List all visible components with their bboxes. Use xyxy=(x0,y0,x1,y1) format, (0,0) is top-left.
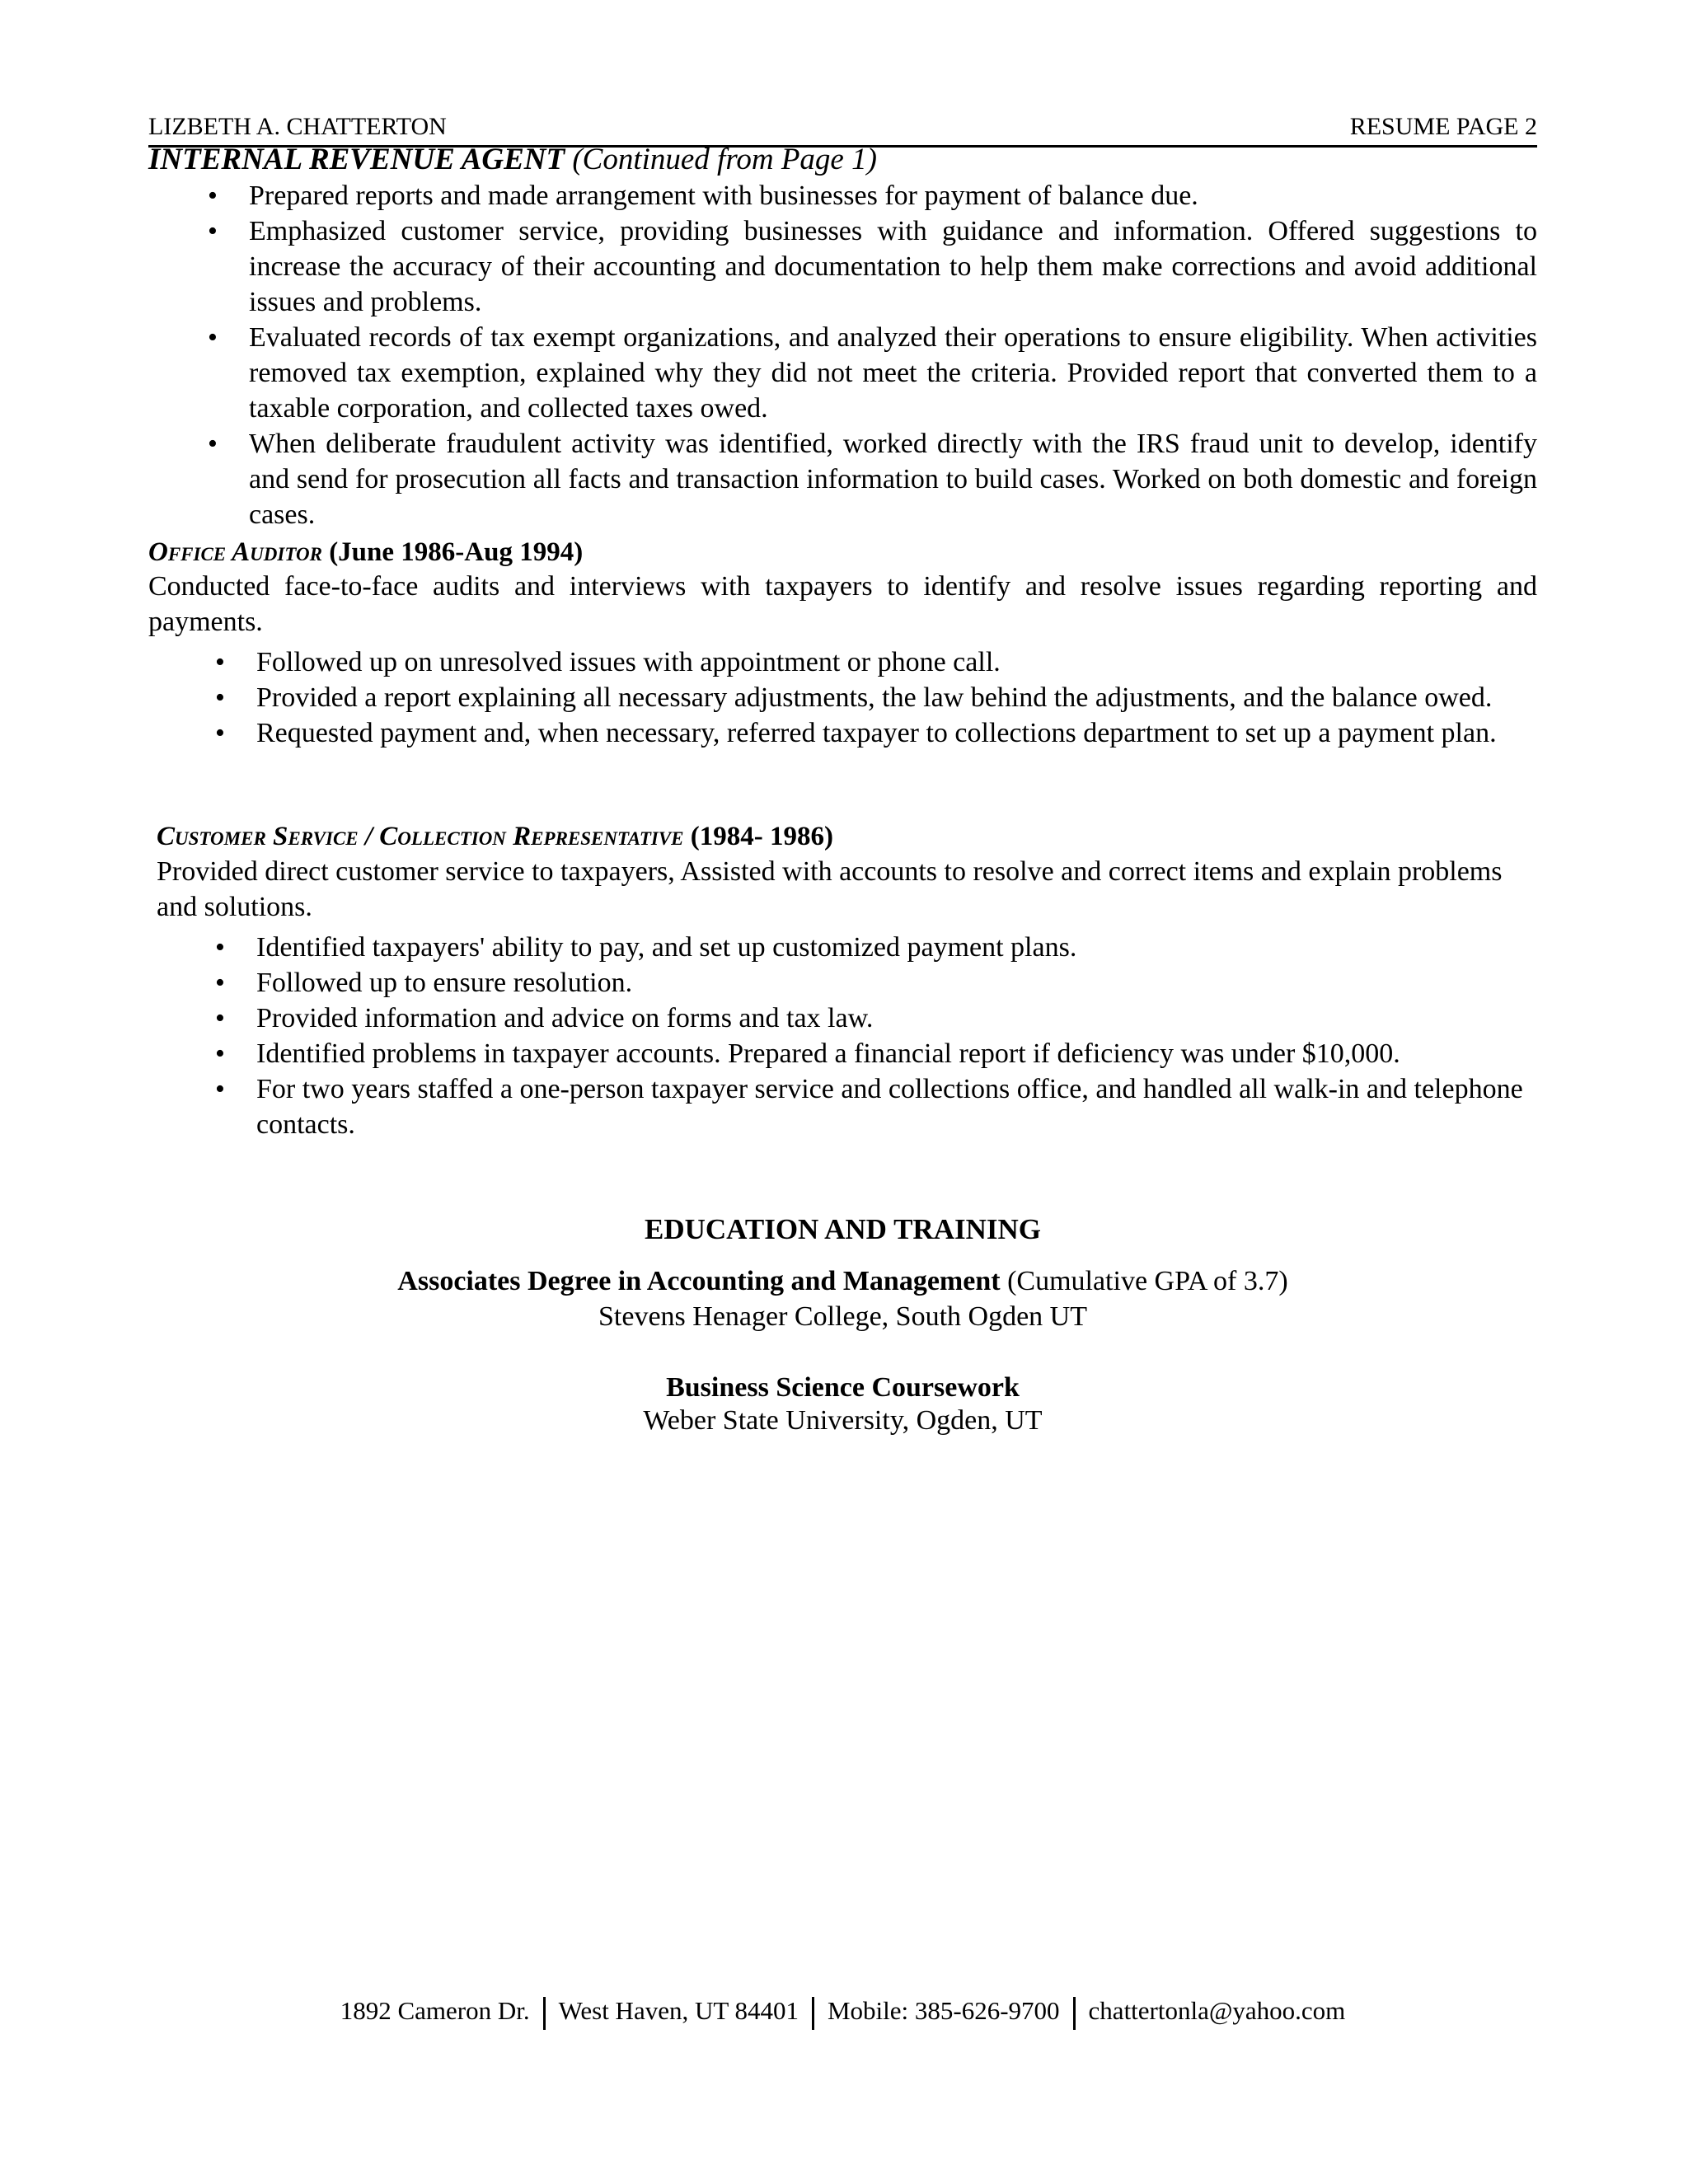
office-auditor-title xyxy=(148,534,583,570)
list-item: • Evaluated records of tax exempt organizations, and analyzed their operations to ensure eligibility. When activities removed tax exemption, explained why they did not meet the criteria. Provided report that converted them to a taxable corporation, and collected taxes owed. xyxy=(249,320,1537,426)
list-item: • Followed up to ensure resolution. xyxy=(256,965,1537,1001)
customer-service-bullets xyxy=(256,930,1537,1142)
coursework-school: Weber State University, Ogden, UT xyxy=(643,1405,1043,1436)
degree-name: Associates Degree in Accounting and Management xyxy=(397,1266,1001,1296)
irs-agent-continued: (Continued from Page 1) xyxy=(572,143,877,176)
customer-service-description: Provided direct customer service to taxpayers, Assisted with accounts to resolve and correct items and explain problems and solutions. xyxy=(157,856,1503,922)
list-item: • Prepared reports and made arrangement with businesses for payment of balance due. xyxy=(249,178,1537,213)
list-item: • Provided a report explaining all necessary adjustments, the law behind the adjustments, and the balance owed. xyxy=(256,680,1537,715)
list-item: • Requested payment and, when necessary, referred taxpayer to collections department to set up a payment plan. xyxy=(256,715,1537,751)
office-auditor-bullets xyxy=(256,644,1537,751)
customer-service-title-text: Customer Service / Collection Representative xyxy=(157,822,684,851)
footer-address: 1892 Cameron Dr. xyxy=(340,1996,530,2025)
office-auditor-dates: (June 1986-Aug 1994) xyxy=(329,537,584,567)
irs-agent-bullets xyxy=(249,178,1537,532)
irs-agent-title xyxy=(148,141,877,179)
footer-divider xyxy=(812,1997,814,2030)
coursework-line xyxy=(148,1370,1537,1405)
education-heading xyxy=(148,1212,1537,1248)
list-item: • Identified problems in taxpayer accounts. Prepared a financial report if deficiency was under $10,000. xyxy=(256,1036,1537,1071)
degree-school: Stevens Henager College, South Ogden UT xyxy=(598,1301,1087,1332)
irs-agent-title-text: INTERNAL REVENUE AGENT xyxy=(148,143,565,176)
office-auditor-title-text: Office Auditor xyxy=(148,537,322,567)
office-auditor-description: Conducted face-to-face audits and interviews with taxpayers to identify and resolve issues regarding reporting and payments. xyxy=(148,571,1537,637)
degree-gpa: (Cumulative GPA of 3.7) xyxy=(1007,1266,1288,1296)
footer-divider xyxy=(543,1997,546,2030)
list-item: • For two years staffed a one-person taxpayer service and collections office, and handled all walk-in and telephone contacts. xyxy=(256,1071,1537,1142)
footer-mobile: Mobile: 385-626-9700 xyxy=(827,1996,1060,2025)
list-item: • Emphasized customer service, providing businesses with guidance and information. Offered suggestions to increase the accuracy of their accounting and documentation to help them make corrections and avoid additional issues and problems. xyxy=(249,213,1537,320)
list-item: • Identified taxpayers' ability to pay, and set up customized payment plans. xyxy=(256,930,1537,965)
footer-city: West Haven, UT 84401 xyxy=(558,1996,799,2025)
footer-divider xyxy=(1073,1997,1076,2030)
coursework-name: Business Science Coursework xyxy=(666,1372,1020,1403)
header-page-label: RESUME PAGE 2 xyxy=(1349,113,1537,140)
degree-line xyxy=(148,1263,1537,1299)
list-item: • When deliberate fraudulent activity was identified, worked directly with the IRS fraud unit to develop, identify and send for prosecution all facts and transaction information to build cases. Worked on both domestic and foreign cases. xyxy=(249,426,1537,532)
header-name: LIZBETH A. CHATTERTON xyxy=(148,113,447,140)
customer-service-title xyxy=(157,818,833,855)
list-item: • Followed up on unresolved issues with appointment or phone call. xyxy=(256,644,1537,680)
list-item: • Provided information and advice on forms and tax law. xyxy=(256,1001,1537,1036)
customer-service-dates: (1984- 1986) xyxy=(690,822,833,851)
education-heading-text: EDUCATION AND TRAINING xyxy=(645,1213,1041,1245)
footer-email[interactable]: chattertonla@yahoo.com xyxy=(1088,1996,1346,2025)
contact-footer xyxy=(148,1993,1537,2030)
